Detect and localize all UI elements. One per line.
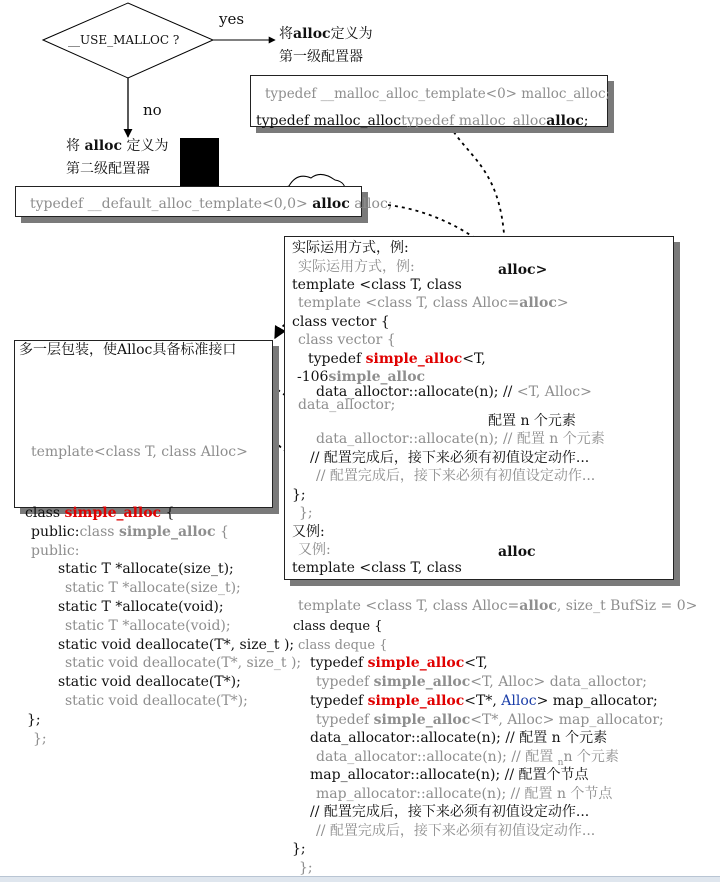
code-line: [316, 786, 612, 803]
code-line: [316, 468, 595, 485]
code-token: static T *allocate(size_t);: [65, 580, 241, 597]
decision-label: __USE_MALLOC ?: [68, 33, 180, 47]
caption-text: 将: [279, 26, 293, 42]
code-token: static void deallocate(T*);: [65, 693, 248, 709]
code-token: simple_alloc: [118, 523, 216, 540]
code-line: [65, 693, 248, 710]
code-token: // 配置完成后，接下来必须有初值设定动作...: [310, 804, 590, 820]
code-token: };: [292, 841, 306, 857]
code-line: [292, 524, 325, 541]
code-token: };: [299, 505, 313, 521]
code-line: [292, 277, 462, 294]
code-token: >: [556, 295, 569, 311]
code-line: [58, 674, 241, 691]
caption-text: 定义为: [122, 138, 169, 154]
code-line: [292, 240, 409, 257]
code-keyword-red: simple_alloc: [365, 351, 463, 367]
code-line: [310, 730, 607, 747]
code-token: {: [215, 523, 229, 540]
code-line: [298, 259, 415, 276]
caption-keyword: alloc: [293, 26, 331, 42]
wrapper-box: [14, 340, 273, 508]
code-line: [292, 560, 462, 577]
code-line: [292, 314, 390, 331]
code-token: static void deallocate(T*, size_t );: [58, 636, 295, 653]
code-token: 又例:: [298, 542, 331, 558]
code-keyword-red: simple_alloc: [64, 505, 162, 521]
code-ghost: alloc;: [349, 196, 393, 212]
code-token: data_allocator::allocate(n); // 配置 n 个元素: [310, 730, 608, 746]
code-token: simple_alloc: [328, 369, 426, 385]
code-text: typedef malloc_alloc: [256, 113, 402, 129]
code-token: n: [557, 757, 564, 768]
code-line: [292, 487, 306, 504]
code-line: [293, 618, 382, 635]
code-ghost: typedef __default_alloc_template<0,0>: [30, 196, 313, 212]
code-line: [299, 860, 313, 877]
code-line: [310, 655, 488, 672]
code-token: };: [299, 860, 313, 876]
code-token: <T,: [462, 351, 486, 367]
caption-text: 将: [66, 138, 85, 154]
code-token: class: [25, 505, 65, 521]
code-line: [58, 561, 234, 578]
code-token: class deque {: [298, 638, 388, 653]
code-token: <T, Alloc>: [516, 384, 592, 400]
code-token: static T *allocate(size_t);: [58, 561, 234, 578]
code-token: template <class T, class: [292, 277, 462, 293]
code-line: [298, 542, 331, 559]
code-line: [298, 637, 387, 654]
code-line: [498, 262, 547, 279]
code-token: <T*, Alloc> map_allocator;: [470, 712, 664, 728]
code-token: 实际运用方式，例:: [292, 240, 409, 256]
yes-label: yes: [219, 10, 245, 28]
code-token: <T, Alloc> data_alloctor;: [470, 674, 648, 690]
code-token: alloc>: [498, 262, 548, 278]
code-token: Alloc: [501, 693, 537, 709]
code-line: [58, 637, 294, 654]
bottom-bar: [0, 876, 720, 882]
code-token: data_alloctor::allocate(n); // 配置 n 个元素: [316, 431, 605, 447]
code-token: typedef: [308, 351, 366, 367]
code-token: template <class T, class Alloc=: [298, 598, 520, 614]
second-level-caption: [66, 138, 168, 155]
code-token: // 配置完成后，接下来必须有初值设定动作...: [316, 823, 596, 839]
code-token: alloc: [519, 598, 557, 614]
code-token: n 个元素: [563, 749, 619, 765]
code-line: [33, 731, 47, 748]
code-line: [316, 823, 595, 840]
code-line: [65, 580, 241, 597]
second-level-subtitle: 第二级配置器: [66, 161, 150, 177]
code-token: };: [33, 730, 47, 747]
code-token: > map_allocator;: [536, 693, 658, 709]
code-token: <T*,: [464, 693, 502, 709]
redaction-block: [180, 138, 219, 186]
code-line: [25, 505, 174, 522]
code-token: public:: [31, 542, 80, 559]
first-level-typedef: [256, 113, 588, 130]
code-line: [308, 351, 486, 368]
wrapper-title: 多一层包装，使Alloc具备标准接口: [19, 342, 237, 358]
code-token: class vector {: [292, 314, 390, 330]
code-line: [310, 767, 589, 784]
code-token: data_alloctor;: [298, 397, 396, 413]
code-token: typedef: [310, 655, 368, 671]
code-token: map_allocator::allocate(n); // 配置个节点: [310, 767, 589, 783]
code-token: // 配置完成后，接下来必须有初值设定动作...: [310, 450, 590, 466]
caption-text: 定义为: [330, 26, 373, 42]
code-line: [292, 841, 306, 858]
code-token: data_alloctor::allocate(n); //: [316, 384, 517, 400]
code-token: class deque {: [293, 619, 383, 634]
code-ghost: typedef malloc_alloc: [401, 113, 547, 129]
code-token: };: [27, 711, 41, 728]
code-token: };: [292, 487, 306, 503]
code-token: alloc: [519, 295, 557, 311]
no-label: no: [143, 101, 162, 119]
code-token: simple_alloc: [373, 712, 471, 728]
code-keyword: alloc: [312, 196, 350, 212]
code-token: data_allocator::allocate(n); // 配置: [316, 749, 558, 765]
first-level-subtitle: 第一级配置器: [279, 49, 363, 65]
second-level-typedef: [30, 196, 393, 213]
code-line: [31, 543, 79, 560]
code-token: public:: [31, 523, 80, 540]
code-token: static void deallocate(T*, size_t );: [65, 655, 302, 672]
code-line: [298, 397, 395, 414]
code-token: typedef: [316, 712, 374, 728]
code-line: [488, 413, 576, 430]
code-line: [27, 712, 41, 729]
first-level-ghost-line: typedef __malloc_alloc_template<0> malloc_alloc;: [265, 86, 611, 102]
code-text: ;: [583, 113, 589, 129]
code-token: map_allocator::allocate(n); // 配置 n 个节点: [316, 786, 613, 802]
code-line: [298, 598, 697, 615]
code-token: <T,: [464, 655, 488, 671]
code-token: static T *allocate(void);: [58, 599, 224, 615]
code-token: template <class T, class: [292, 560, 462, 576]
code-line: [310, 804, 589, 821]
code-line: [310, 693, 658, 710]
code-token: class: [79, 523, 119, 540]
code-line: [298, 295, 569, 312]
caption-keyword: alloc: [84, 138, 123, 154]
code-token: 实际运用方式，例:: [298, 259, 415, 275]
code-token: template <class T, class Alloc=: [298, 295, 520, 311]
code-keyword: alloc: [546, 113, 584, 129]
code-keyword-red: simple_alloc: [367, 655, 465, 671]
code-line: [316, 674, 647, 691]
code-token: alloc: [498, 544, 536, 560]
code-token: {: [161, 505, 175, 521]
code-line: [58, 599, 224, 616]
first-level-caption: [279, 26, 373, 43]
code-line: [65, 655, 301, 672]
code-token: simple_alloc: [373, 674, 471, 690]
code-token: static T *allocate(void);: [65, 617, 231, 634]
code-token: 配置 n 个元素: [488, 413, 576, 429]
code-keyword-red: simple_alloc: [367, 693, 465, 709]
code-token: 又例:: [292, 524, 325, 540]
code-line: [299, 505, 313, 522]
code-token: typedef: [310, 693, 368, 709]
code-line: [65, 618, 231, 635]
code-line: [298, 332, 396, 349]
code-token: -106: [297, 369, 329, 385]
code-line: [316, 431, 605, 448]
code-token: , size_t BufSiz = 0>: [556, 598, 698, 614]
code-line: [498, 544, 536, 561]
code-line: [31, 524, 229, 541]
code-line: [316, 712, 664, 729]
code-token: // 配置完成后，接下来必须有初值设定动作...: [316, 468, 596, 484]
wrapper-ghost-template: template<class T, class Alloc>: [31, 444, 248, 460]
code-token: class vector {: [298, 332, 396, 348]
code-token: typedef: [316, 674, 374, 690]
code-line: [310, 450, 589, 467]
code-token: static void deallocate(T*);: [58, 674, 241, 691]
